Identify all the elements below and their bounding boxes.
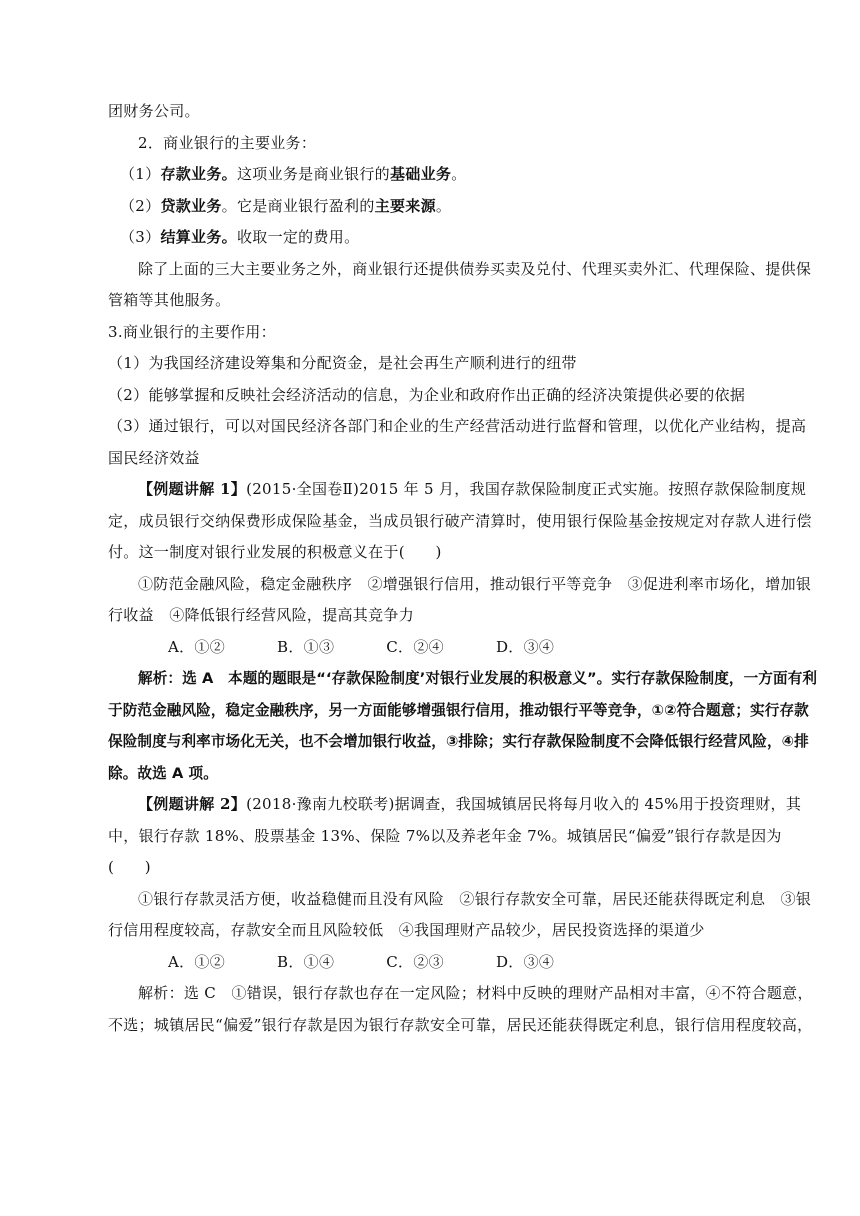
- option-c: C．②③: [386, 952, 444, 971]
- example-label: 【例题讲解 1】: [138, 480, 247, 498]
- bold-term: 基础业务: [389, 165, 452, 183]
- bold-term: 主要来源: [374, 196, 436, 215]
- heading-main-role: 3.商业银行的主要作用：: [108, 322, 276, 341]
- example-1-items: ①防范金融风险，稳定金融秩序 ②增强银行信用，推动银行平等竞争 ③促进利率市场化，增加银行收益 ④降低银行经营风险，提高其竞争力: [108, 574, 812, 624]
- example-2-answer: 解析：选 C ①错误，银行存款也存在一定风险；材料中反映的理财产品相对丰富，④不符合题意，不选；城镇居民“偏爱”银行存款是因为银行存款安全可靠，居民还能获得既定利息，银行信用程度较高，: [108, 984, 813, 1034]
- example-1-question: [108, 474, 820, 569]
- bold-term: 结算业务。: [160, 228, 237, 246]
- option-d: D．③④: [495, 952, 555, 971]
- example-2-items: ①银行存款灵活方便，收益稳健而且没有风险 ②银行存款安全可靠，居民还能获得既定利息 ③银行信用程度较高，存款安全而且风险较低 ④我国理财产品较少，居民投资选择的渠道少: [108, 889, 812, 939]
- paragraph-continuation: 团财务公司。: [108, 102, 200, 120]
- example-1-answer: 解析：选 A 本题的题眼是“‘存款保险制度’对银行业发展的积极意义”。实行存款保险制度，一方面有利于防范金融风险，稳定金融秩序，另一方面能够增强银行信用，推动银行平等竞争，①②符合题意；实行存款保险制度与利率市场化无关，也不会增加银行收益，③排除；实行存款保险制度不会降低银行经营风险，④排除。故选 A 项。: [108, 670, 818, 782]
- role-item-2: （2）能够掌握和反映社会经济活动的信息，为企业和政府作出正确的经济决策提供必要的依据: [108, 385, 746, 404]
- item-text: 。: [451, 165, 467, 183]
- bold-term: 存款业务。: [160, 165, 237, 183]
- role-item-3: （3）通过银行，可以对国民经济各部门和企业的生产经营活动进行监督和管理，以优化产业结构，提高国民经济效益: [108, 417, 807, 467]
- option-b: B．①④: [277, 952, 335, 971]
- option-a: A．①②: [168, 952, 226, 971]
- business-item-loan: [108, 191, 820, 223]
- example-text: (2018·豫南九校联考)据调查，我国城镇居民将每月收入的 45%用于投资理财，其中，银行存款 18%、股票基金 13%、保险 7%以及养老年金 7%。城镇居民“偏爱”银行存款是因为( ): [108, 795, 802, 876]
- option-d: D．③④: [495, 637, 555, 656]
- paragraph-other-services: 除了上面的三大主要业务之外，商业银行还提供债券买卖及兑付、代理买卖外汇、代理保险、提供保管箱等其他服务。: [108, 259, 812, 309]
- bold-term: 贷款业务: [160, 196, 222, 215]
- example-text: (2015·全国卷Ⅱ)2015 年 5 月，我国存款保险制度正式实施。按照存款保险制度规定，成员银行交纳保费形成保险基金，当成员银行破产清算时，使用银行保险基金按规定对存款人进行偿付。这一制度对银行业发展的积极意义在于( ): [108, 480, 812, 561]
- option-c: C．②④: [386, 637, 444, 656]
- option-b: B．①③: [277, 637, 335, 656]
- example-label: 【例题讲解 2】: [138, 795, 247, 813]
- example-2-options: [108, 947, 820, 979]
- item-text: 这项业务是商业银行的: [236, 165, 390, 183]
- document-body: [108, 96, 820, 1041]
- item-number: （2）: [120, 196, 161, 215]
- item-text: 收取一定的费用。: [236, 228, 360, 246]
- example-2-question: [108, 789, 820, 884]
- example-1-options: [108, 632, 820, 664]
- item-text: 。它是商业银行盈利的: [221, 196, 375, 215]
- business-item-settlement: [108, 222, 820, 254]
- item-number: （1）: [120, 165, 161, 183]
- heading-main-business: 2．商业银行的主要业务：: [138, 133, 317, 152]
- option-a: A．①②: [168, 637, 226, 656]
- business-item-deposit: [108, 159, 820, 191]
- item-number: （3）: [120, 228, 161, 246]
- item-text: 。: [435, 196, 452, 215]
- role-item-1: （1）为我国经济建设筹集和分配资金，是社会再生产顺利进行的纽带: [108, 354, 577, 372]
